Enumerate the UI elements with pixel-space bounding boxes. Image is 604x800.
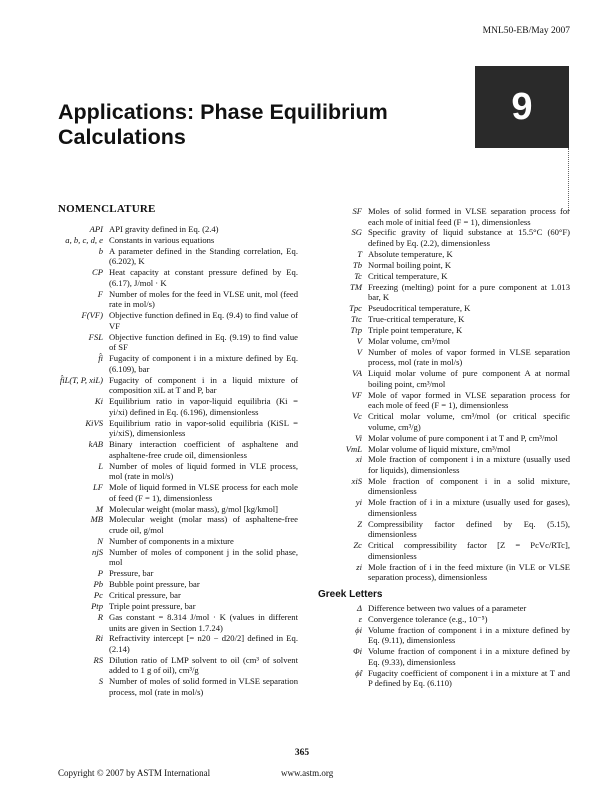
nomenclature-entry: [40, 461, 298, 482]
nomenclature-entry: [316, 303, 570, 314]
nomenclature-entry: [316, 603, 570, 614]
nomenclature-entry: [40, 289, 298, 310]
nomenclature-entry: [316, 668, 570, 689]
entry-symbol: zi: [356, 561, 362, 572]
nomenclature-entry: [316, 249, 570, 260]
entry-definition: Difference between two values of a parameter: [368, 603, 527, 614]
nomenclature-entry: [316, 368, 570, 389]
nomenclature-entry: [40, 375, 298, 396]
nomenclature-entry: [40, 579, 298, 590]
entry-definition: Fugacity of component i in a liquid mixture of composition xiL at T and P, bar: [109, 374, 298, 396]
entry-definition: Pressure, bar: [109, 568, 154, 579]
entry-symbol: V: [356, 346, 362, 357]
nomenclature-entry: [316, 519, 570, 540]
nomenclature-entry: [316, 206, 570, 227]
entry-symbol: xiS: [351, 475, 362, 486]
entry-definition: Number of moles of vapor formed in VLSE separation process, mol (rate in mol/s): [368, 346, 570, 368]
entry-definition: Number of moles of solid formed in VLSE separation process, mol (rate in mol/s): [109, 676, 298, 697]
entry-definition: Mole fraction of component i in a solid mixture, dimensionless: [368, 475, 570, 497]
entry-definition: Equilibrium ratio in vapor-liquid equilibria (Ki = yi/xi) defined in Eq. (6.196), dimensionless: [109, 396, 298, 417]
entry-definition: Mole of liquid formed in VLSE process for each mole of feed (F = 1), dimensionless: [109, 482, 298, 503]
entry-definition: Fugacity of component i in a mixture defined by Eq. (6.109), bar: [109, 353, 298, 374]
entry-symbol: yi: [355, 497, 362, 508]
nomenclature-right-column: [316, 206, 570, 689]
entry-symbol: a, b, c, d, e: [65, 234, 103, 245]
entry-symbol: Ri: [95, 633, 103, 644]
entry-definition: Mole fraction of component i in a mixture (usually used for liquids), dimensionless: [368, 454, 570, 475]
nomenclature-entry: [40, 310, 298, 331]
entry-symbol: KiVS: [85, 417, 103, 428]
entry-symbol: VmL: [345, 443, 362, 454]
nomenclature-entry: [40, 568, 298, 579]
entry-symbol: MB: [90, 514, 103, 525]
entry-definition: API gravity defined in Eq. (2.4): [109, 224, 219, 234]
nomenclature-entry: [316, 227, 570, 248]
entry-definition: Bubble point pressure, bar: [109, 579, 200, 590]
nomenclature-entry: [40, 504, 298, 515]
nomenclature-entry: [316, 260, 570, 271]
entry-definition: Volume fraction of component i in a mixture defined by Eq. (9.33), dimensionless: [368, 646, 570, 667]
entry-definition: Normal boiling point, K: [368, 259, 452, 270]
nomenclature-entry: [40, 655, 298, 676]
entry-definition: Number of moles of component j in the solid phase, mol: [109, 546, 298, 568]
nomenclature-left-column: [40, 224, 298, 698]
page-number: 365: [294, 748, 310, 758]
entry-definition: Absolute temperature, K: [368, 248, 453, 259]
entry-symbol: Ttp: [350, 324, 362, 335]
nomenclature-entry: [316, 390, 570, 411]
entry-definition: Equilibrium ratio in vapor-solid equilibria (KiSL = yi/xiS), dimensionless: [109, 417, 298, 439]
entry-symbol: ϕ̂i: [355, 667, 362, 678]
greek-letters-heading: Greek Letters: [318, 589, 383, 601]
nomenclature-entry: [40, 676, 298, 697]
entry-symbol: Ptp: [91, 601, 103, 612]
entry-symbol: VF: [351, 389, 362, 400]
entry-symbol: RS: [93, 654, 103, 665]
nomenclature-entry: [316, 411, 570, 432]
entry-symbol: V: [356, 335, 362, 346]
nomenclature-entry: [316, 336, 570, 347]
entry-symbol: T: [357, 248, 362, 259]
entry-symbol: b: [98, 245, 103, 256]
entry-definition: Molar volume, cm³/mol: [368, 335, 451, 346]
entry-definition: Moles of solid formed in VLSE separation process for each mole of initial feed (F = 1), dimensionless: [368, 206, 570, 227]
entry-definition: Fugacity coefficient of component i in a mixture at T and P defined by Eq. (6.110): [368, 667, 570, 689]
entry-symbol: Zc: [353, 540, 362, 551]
entry-symbol: Ki: [94, 396, 103, 407]
entry-symbol: ε: [358, 613, 362, 624]
nomenclature-entry: [316, 646, 570, 667]
nomenclature-entry: [316, 614, 570, 625]
entry-definition: Constants in various equations: [109, 234, 215, 245]
entry-symbol: Pb: [93, 579, 103, 590]
entry-symbol: P: [97, 568, 103, 579]
entry-symbol: TM: [350, 281, 362, 292]
entry-symbol: F: [97, 288, 103, 299]
entry-definition: Binary interaction coefficient of asphaltene and asphaltene-free crude oil, dimensionless: [109, 439, 298, 460]
nomenclature-entry: [40, 601, 298, 612]
entry-symbol: M: [95, 503, 103, 514]
nomenclature-entry: [316, 625, 570, 646]
entry-symbol: CP: [92, 267, 103, 278]
entry-symbol: F(VF): [81, 310, 103, 321]
entry-symbol: f̂i: [98, 353, 103, 364]
entry-definition: Convergence tolerance (e.g., 10⁻⁵): [368, 613, 488, 624]
entry-definition: Heat capacity at constant pressure defined by Eq. (6.17), J/mol · K: [109, 267, 298, 288]
website-link[interactable]: www.astm.org: [281, 768, 334, 778]
nomenclature-entry: [316, 562, 570, 583]
nomenclature-entry: [316, 540, 570, 561]
entry-definition: Dilution ratio of LMP solvent to oil (cm³ of solvent added to 1 g of oil), cm³/g: [109, 654, 298, 676]
entry-symbol: kAB: [88, 439, 103, 450]
entry-definition: Molecular weight (molar mass), g/mol [kg/kmol]: [109, 503, 278, 514]
nomenclature-entry: [316, 476, 570, 497]
entry-symbol: N: [97, 535, 103, 546]
nomenclature-entry: [316, 314, 570, 325]
entry-symbol: Z: [357, 518, 362, 529]
copyright: Copyright © 2007 by ASTM International: [58, 768, 211, 778]
entry-symbol: Vc: [352, 411, 362, 422]
nomenclature-entry: [316, 433, 570, 444]
nomenclature-entry: [316, 325, 570, 336]
entry-definition: Volume fraction of component i in a mixture defined by Eq. (9.11), dimensionless: [368, 624, 570, 646]
entry-definition: Freezing (melting) point for a pure component at 1.013 bar, K: [368, 281, 570, 303]
nomenclature-entry: [40, 267, 298, 288]
entry-definition: Compressibility factor defined by Eq. (5.15), dimensionless: [368, 518, 570, 540]
entry-symbol: FSL: [88, 331, 103, 342]
entry-definition: Critical temperature, K: [368, 270, 448, 281]
entry-symbol: Tc: [354, 270, 362, 281]
entry-definition: Refractivity intercept [= n20 − d20/2] defined in Eq. (2.14): [109, 633, 298, 654]
entry-symbol: Φi: [353, 646, 362, 657]
nomenclature-entry: [40, 547, 298, 568]
entry-definition: Number of components in a mixture: [109, 535, 234, 546]
entry-definition: Molar volume of liquid mixture, cm³/mol: [368, 443, 511, 454]
entry-definition: A parameter defined in the Standing correlation, Eq. (6.202), K: [109, 245, 298, 267]
entry-symbol: Vi: [355, 432, 362, 443]
entry-definition: Critical molar volume, cm³/mol (or critical specific volume, cm³/g): [368, 411, 570, 432]
entry-definition: Critical pressure, bar: [109, 590, 181, 601]
entry-definition: Molecular weight (molar mass) of asphaltene-free crude oil, g/mol: [109, 514, 298, 536]
entry-symbol: R: [97, 611, 103, 622]
entry-definition: Objective function defined in Eq. (9.19) to find value of SF: [109, 331, 298, 353]
dotted-rule: [568, 148, 569, 210]
nomenclature-entry: [316, 282, 570, 303]
entry-symbol: Δ: [356, 603, 362, 614]
nomenclature-entry: [40, 396, 298, 417]
entry-definition: Specific gravity of liquid substance at 15.5°C (60°F) defined by Eq. (2.2), dimensionless: [368, 227, 570, 249]
entry-symbol: VA: [352, 368, 362, 379]
nomenclature-entry: [316, 347, 570, 368]
entry-symbol: Tpc: [349, 303, 362, 314]
entry-symbol: Pc: [93, 590, 103, 601]
entry-symbol: SG: [351, 227, 362, 238]
nomenclature-entry: [40, 514, 298, 535]
entry-symbol: Tb: [352, 259, 362, 270]
section-heading: NOMENCLATURE: [58, 203, 156, 215]
entry-symbol: API: [89, 224, 103, 234]
entry-definition: Number of moles for the feed in VLSE unit, mol (feed rate in mol/s): [109, 288, 298, 310]
nomenclature-entry: [40, 353, 298, 374]
nomenclature-entry: [316, 454, 570, 475]
nomenclature-entry: [40, 482, 298, 503]
entry-symbol: njS: [92, 546, 103, 557]
nomenclature-entry: [316, 271, 570, 282]
nomenclature-entry: [40, 332, 298, 353]
nomenclature-entry: [316, 444, 570, 455]
entry-definition: Mole fraction of i in the feed mixture (in VLE or VLSE separation process), dimensionless: [368, 561, 570, 583]
entry-symbol: S: [98, 676, 103, 687]
entry-definition: Critical compressibility factor [Z = PcVc/RTc], dimensionless: [368, 540, 570, 561]
entry-definition: Molar volume of pure component i at T and P, cm³/mol: [368, 432, 558, 443]
nomenclature-entry: [40, 235, 298, 246]
entry-symbol: f̂iL(T, P, xiL): [59, 374, 103, 385]
entry-definition: Objective function defined in Eq. (9.4) to find value of VF: [109, 310, 298, 331]
entry-symbol: LF: [92, 482, 103, 493]
entry-definition: Number of moles of liquid formed in VLE process, mol (rate in mol/s): [109, 460, 298, 482]
chapter-title: Applications: Phase Equilibrium Calculations: [58, 100, 388, 149]
entry-definition: Gas constant = 8.314 J/mol · K (values in different units are given in Section 1.7.24): [109, 611, 298, 633]
nomenclature-entry: [40, 418, 298, 439]
entry-symbol: Ttc: [351, 314, 362, 325]
nomenclature-entry: [40, 633, 298, 654]
nomenclature-entry: [40, 612, 298, 633]
nomenclature-entry: [40, 439, 298, 460]
entry-definition: Mole of vapor formed in VLSE separation process for each mole of feed (F = 1), dimensionless: [368, 389, 570, 411]
nomenclature-entry: [316, 497, 570, 518]
entry-definition: Liquid molar volume of pure component A at normal boiling point, cm³/mol: [368, 368, 570, 389]
entry-definition: Triple point temperature, K: [368, 324, 463, 335]
entry-definition: True-critical temperature, K: [368, 314, 465, 325]
entry-symbol: SF: [352, 206, 362, 216]
nomenclature-entry: [40, 224, 298, 235]
entry-symbol: L: [98, 460, 103, 471]
entry-symbol: ϕi: [355, 624, 362, 635]
entry-definition: Triple point pressure, bar: [109, 601, 196, 612]
nomenclature-entry: [40, 536, 298, 547]
entry-definition: Pseudocritical temperature, K: [368, 303, 471, 314]
running-header: MNL50-EB/May 2007: [482, 26, 570, 36]
nomenclature-entry: [40, 246, 298, 267]
chapter-number-box: 9: [475, 66, 569, 148]
nomenclature-entry: [40, 590, 298, 601]
entry-definition: Mole fraction of i in a mixture (usually used for gases), dimensionless: [368, 497, 570, 518]
entry-symbol: xi: [355, 454, 362, 465]
